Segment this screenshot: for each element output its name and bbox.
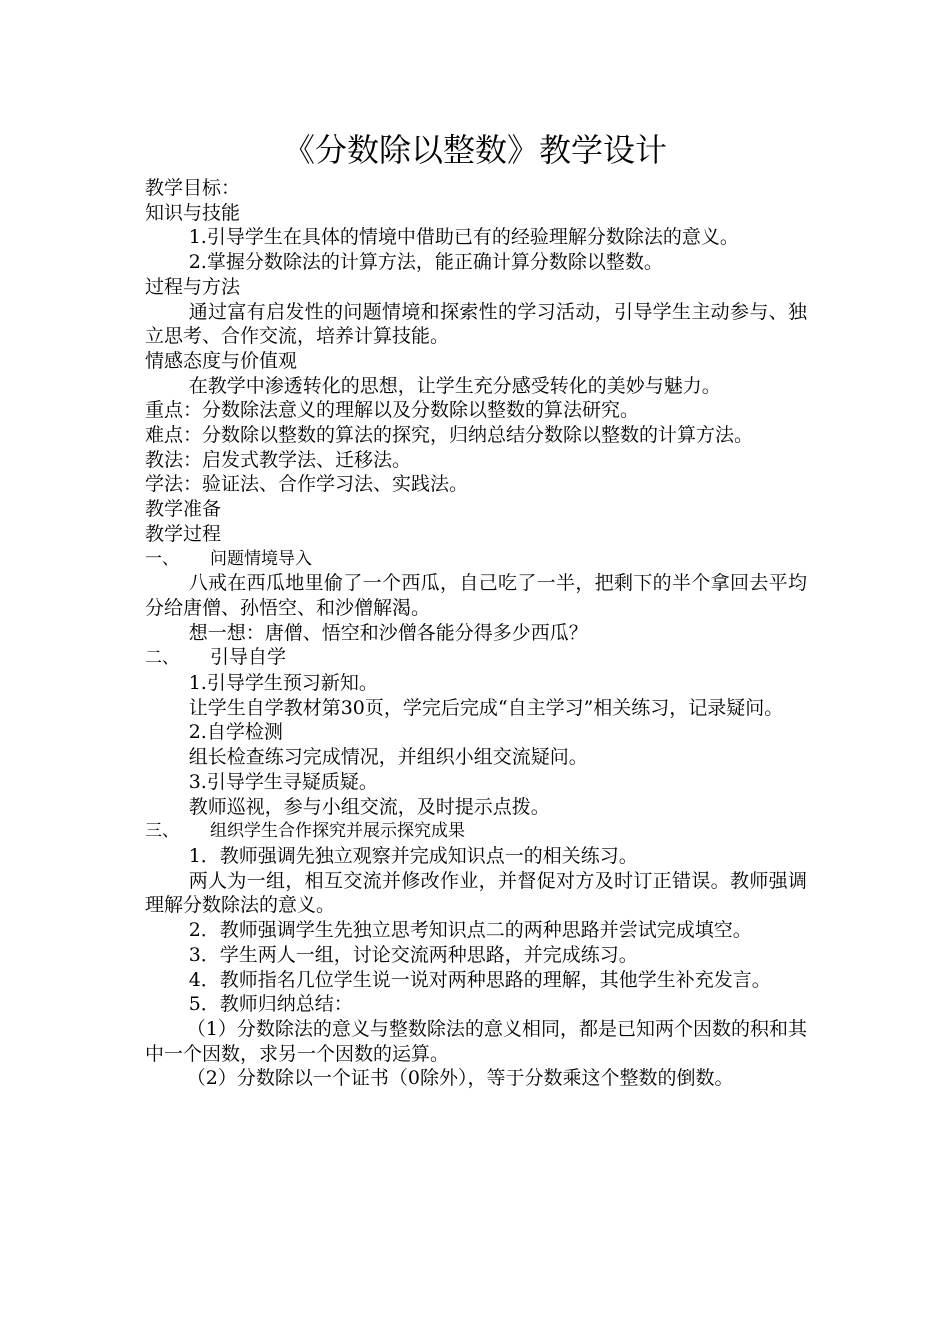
section-heading-3 — [145, 819, 807, 844]
paragraph: 5．教师归纳总结： — [188, 993, 353, 1016]
section-title: 问题情境导入 — [210, 548, 312, 569]
heading-emotion-values: 情感态度与价值观 — [145, 349, 298, 372]
teaching-method: 教法：启发式教学法、迁移法。 — [145, 448, 412, 471]
paragraph: 3.引导学生寻疑质疑。 — [188, 770, 378, 793]
section-title: 引导自学 — [210, 646, 287, 669]
paragraph: 通过富有启发性的问题情境和探索性的学习活动，引导学生主动参与、独立思考、合作交流，培养计算技能。 — [145, 300, 807, 348]
key-point: 重点：分数除法意义的理解以及分数除以整数的算法研究。 — [145, 399, 640, 422]
paragraph: 想一想：唐僧、悟空和沙僧各能分得多少西瓜？ — [188, 621, 588, 644]
paragraph: 让学生自学教材第30页，学完后完成“自主学习”相关练习，记录疑问。 — [188, 696, 784, 719]
paragraph: 2.自学检测 — [188, 721, 283, 744]
document-title: 《分数除以整数》教学设计 — [282, 131, 667, 169]
heading-preparation: 教学准备 — [145, 498, 222, 521]
section-title: 组织学生合作探究并展示探究成果 — [210, 821, 465, 842]
document-body — [145, 176, 807, 1091]
paragraph: 在教学中渗透转化的思想，让学生充分感受转化的美妙与魅力。 — [188, 374, 721, 397]
paragraph: （2）分数除以一个证书（0除外），等于分数乘这个整数的倒数。 — [186, 1067, 734, 1090]
learning-method: 学法：验证法、合作学习法、实践法。 — [145, 473, 469, 496]
section-heading-1 — [145, 547, 807, 572]
paragraph: 2.掌握分数除法的计算方法，能正确计算分数除以整数。 — [188, 251, 663, 274]
paragraph: 1.引导学生预习新知。 — [188, 672, 378, 695]
paragraph: 4．教师指名几位学生说一说对两种思路的理解，其他学生补充发言。 — [188, 968, 771, 991]
paragraph: 1．教师强调先独立观察并完成知识点一的相关练习。 — [188, 844, 638, 867]
paragraph: 八戒在西瓜地里偷了一个西瓜，自己吃了一半，把剩下的半个拿回去平均分给唐僧、孙悟空、和沙僧解渴。 — [145, 572, 807, 619]
paragraph: 3．学生两人一组，讨论交流两种思路，并完成练习。 — [188, 943, 638, 966]
heading-knowledge-skills: 知识与技能 — [145, 201, 241, 224]
paragraph: 组长检查练习完成情况，并组织小组交流疑问。 — [188, 746, 588, 769]
paragraph: 教师巡视，参与小组交流，及时提示点拨。 — [188, 795, 550, 818]
difficult-point: 难点：分数除以整数的算法的探究，归纳总结分数除以整数的计算方法。 — [145, 424, 754, 447]
paragraph: 2．教师强调学生先独立思考知识点二的两种思路并尝试完成填空。 — [188, 919, 752, 942]
heading-teaching-process: 教学过程 — [145, 522, 222, 545]
heading-objectives: 教学目标： — [145, 177, 241, 199]
paragraph: （1）分数除法的意义与整数除法的意义相同，都是已知两个因数的积和其中一个因数，求另一个因数的运算。 — [145, 1017, 807, 1065]
section-number: 三、 — [145, 821, 179, 842]
section-number: 二、 — [145, 648, 179, 669]
paragraph: 两人为一组，相互交流并修改作业，并督促对方及时订正错误。教师强调理解分数除法的意义。 — [145, 869, 807, 917]
section-number: 一、 — [145, 548, 179, 569]
heading-process-method: 过程与方法 — [145, 275, 241, 298]
section-heading-2 — [145, 645, 807, 671]
paragraph: 1.引导学生在具体的情境中借助已有的经验理解分数除法的意义。 — [188, 226, 739, 249]
